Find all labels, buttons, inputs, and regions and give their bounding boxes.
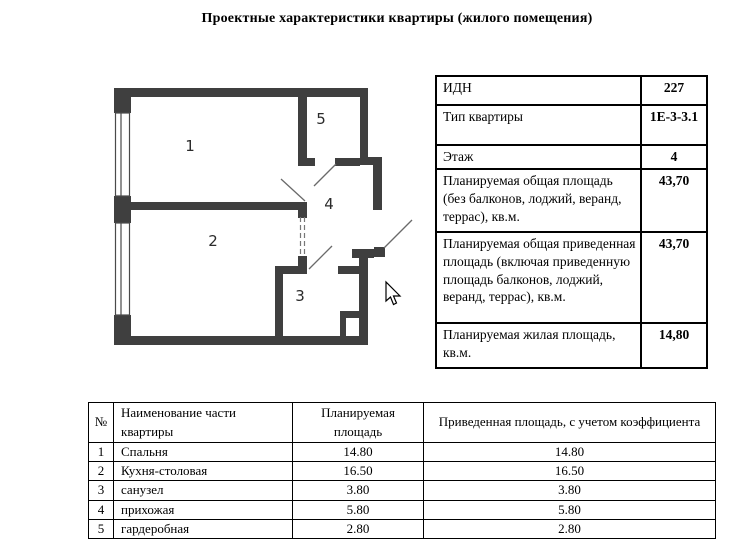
cell-planned-area: 16.50 [293,462,424,481]
cell-value: 43,70 [641,169,707,232]
cell-label: Планируемая общая приведенная площадь (включая приведенную площадь балконов, лоджий, веранд, террас), кв.м. [436,232,641,323]
cell-value: 4 [641,145,707,169]
cell-number: 3 [89,481,114,500]
cell-label: Планируемая общая площадь (без балконов, лоджий, веранд, террас), кв.м. [436,169,641,232]
cell-reduced-area: 16.50 [424,462,716,481]
room-label-5: 5 [316,110,326,128]
cell-planned-area: 5.80 [293,500,424,519]
header-name: Наименование части квартиры [114,403,293,443]
cell-label: ИДН [436,76,641,105]
table-row [436,145,707,169]
room-label-4: 4 [324,195,334,213]
cell-number: 1 [89,443,114,462]
cell-label: Тип квартиры [436,105,641,145]
cell-label: Планируемая жилая площадь, кв.м. [436,323,641,368]
table-row [89,500,716,519]
dashed-opening [301,217,305,257]
cell-reduced-area: 14.80 [424,443,716,462]
floor-plan-walls [114,88,385,345]
info-table [435,75,708,369]
page-title: Проектные характеристики квартиры (жилого помещения) [201,11,593,26]
table-row [436,169,707,232]
room-label-2: 2 [208,232,218,250]
table-row [89,462,716,481]
floor-plan [95,80,435,370]
header-planned-area: Планируемая площадь [293,403,424,443]
cell-planned-area: 2.80 [293,519,424,538]
table-row [436,323,707,368]
table-header-row [89,403,716,443]
cell-reduced-area: 5.80 [424,500,716,519]
table-row [89,519,716,538]
room-label-3: 3 [295,287,305,305]
cell-name: гардеробная [114,519,293,538]
table-row [89,443,716,462]
cell-value: 227 [641,76,707,105]
cell-number: 5 [89,519,114,538]
cell-number: 2 [89,462,114,481]
cell-number: 4 [89,500,114,519]
cell-name: санузел [114,481,293,500]
table-row [436,105,707,145]
rooms-table [88,402,716,539]
table-row [89,481,716,500]
cell-name: Спальня [114,443,293,462]
cell-value: 43,70 [641,232,707,323]
cell-reduced-area: 3.80 [424,481,716,500]
cell-value: 14,80 [641,323,707,368]
mouse-cursor-icon [386,282,400,305]
cell-planned-area: 14.80 [293,443,424,462]
cell-label: Этаж [436,145,641,169]
cell-name: Кухня-столовая [114,462,293,481]
table-row [436,232,707,323]
cell-value: 1Е-3-3.1 [641,105,707,145]
cell-name: прихожая [114,500,293,519]
room-label-1: 1 [185,137,195,155]
cell-planned-area: 3.80 [293,481,424,500]
header-number: № [89,403,114,443]
cell-reduced-area: 2.80 [424,519,716,538]
header-reduced-area: Приведенная площадь, с учетом коэффициента [424,403,716,443]
table-row [436,76,707,105]
